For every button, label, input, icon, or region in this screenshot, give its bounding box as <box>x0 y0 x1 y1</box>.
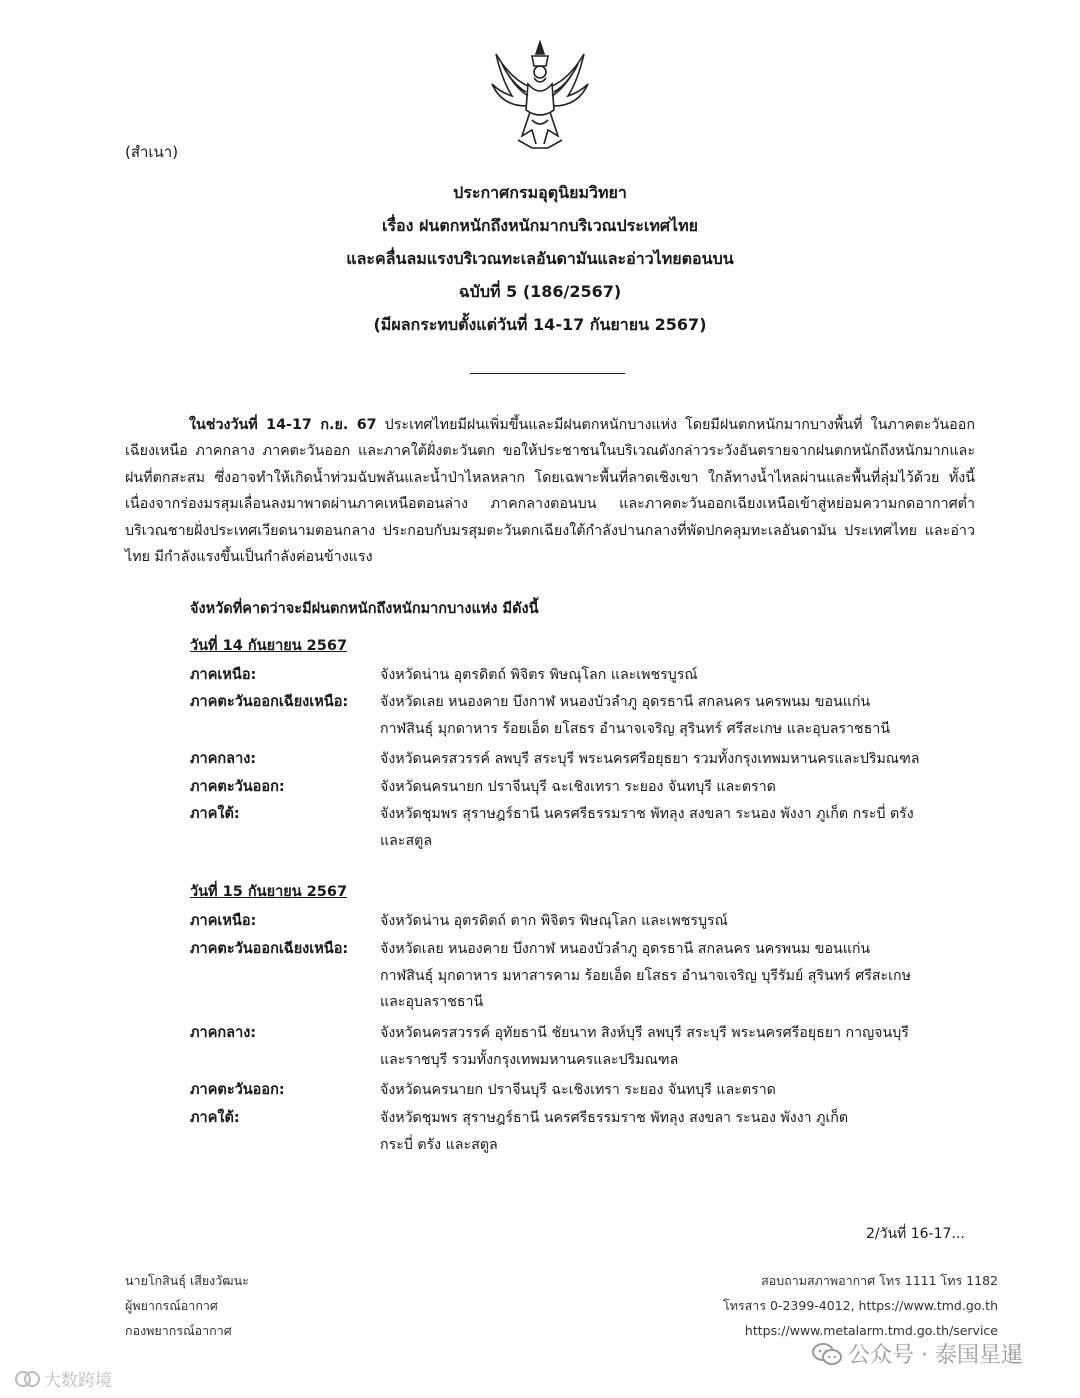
day-1-region-north: ภาคเหนือ: <box>190 667 257 683</box>
province-line: และสตูล <box>380 832 433 849</box>
intro-body: ประเทศไทยมีฝนเพิ่มขึ้นและมีฝนตกหนักบางแห่ง โดยมีฝนตกหนักมากบางพื้นที่ ในภาคตะวันออกเฉียงเหนือ ภาคกลาง ภาคตะวันออก และภาคใต้ฝั่งตะวันตก ขอให้ประชาชนในบริเวณดังกล่าวระวังอันตรายจากฝนตกหนักถึงหนักมากและฝนที่ตกสะสม ซึ่งอาจทำให้เกิดน้ำท่วมฉับพลันและน้ำป่าไหลหลาก โดยเฉพาะพื้นที่ลาดเชิงเขา ใกล้ทางน้ำไหลผ่านและพื้นที่ลุ่มไว้ด้วย ทั้งนี้เนื่องจากร่องมรสุมเลื่อนลงมาพาดผ่านภาคเหนือตอนล่าง ภาคกลางตอนบน และภาคตะวันออกเฉียงเหนือเข้าสู่หย่อมความกดอากาศต่ำบริเวณชายฝั่งประเทศเวียดนามตอนกลาง ประกอบกับมรสุมตะวันตกเฉียงใต้กำลังปานกลางที่พัดปกคลุมทะเลอันดามัน ประเทศไทย และอ่าวไทย มีกำลังแรงขึ้นเป็นกำลังค่อนข้างแรง <box>125 417 975 566</box>
signature-block <box>125 1268 249 1343</box>
forecaster-name: นายโกสินธุ์ เสียงวัฒนะ <box>125 1273 249 1288</box>
day-2-region-central: ภาคกลาง: <box>190 1025 257 1041</box>
day-1-provinces-central <box>380 746 980 773</box>
province-line: กาฬสินธุ์ มุกดาหาร ร้อยเอ็ด ยโสธร อำนาจเจริญ สุรินทร์ ศรีสะเกษ และอุบลราชธานี <box>380 720 891 737</box>
copy-label: (สำเนา) <box>125 143 179 161</box>
day-2-region-south: ภาคใต้: <box>190 1110 240 1126</box>
day-2-provinces-south <box>380 1105 980 1158</box>
province-line: กระบี่ ตรัง และสตูล <box>380 1136 498 1153</box>
province-line: จังหวัดชุมพร สุราษฎร์ธานี นครศรีธรรมราช พัทลุง สงขลา ระนอง พังงา ภูเก็ต กระบี่ ตรัง <box>380 806 914 822</box>
province-line: จังหวัดนครสวรรค์ ลพบุรี สระบุรี พระนครศรีอยุธยา รวมทั้งกรุงเทพมหานครและปริมณฑล <box>380 751 920 767</box>
contact-block <box>723 1268 998 1343</box>
day-1-region-east: ภาคตะวันออก: <box>190 779 285 795</box>
day-2-region-east: ภาคตะวันออก: <box>190 1082 285 1098</box>
forecaster-division: กองพยากรณ์อากาศ <box>125 1323 232 1338</box>
day-1-region-northeast: ภาคตะวันออกเฉียงเหนือ: <box>190 694 349 710</box>
day-1-provinces-east <box>380 774 980 801</box>
watermark-right <box>812 1338 1023 1369</box>
day-2-date: วันที่ 15 กันยายน 2567 <box>190 884 348 900</box>
province-line: จังหวัดนครสวรรค์ อุทัยธานี ชัยนาท สิงห์บุรี ลพบุรี สระบุรี พระนครศรีอยุธยา กาญจนบุรี <box>380 1025 909 1041</box>
title-line-2: เรื่อง ฝนตกหนักถึงหนักมากบริเวณประเทศไทย <box>381 216 699 235</box>
province-line: จังหวัดน่าน อุตรดิตถ์ ตาก พิจิตร พิษณุโลก และเพชรบูรณ์ <box>380 913 728 929</box>
watermark-logo-icon <box>14 1368 40 1390</box>
day-1-provinces-south <box>380 801 980 854</box>
watermark-right-text: 公众号 · 泰国星暹 <box>848 1343 1023 1368</box>
contact-service-link[interactable]: https://www.metalarm.tmd.go.th/service <box>744 1323 998 1338</box>
day-2-provinces-east <box>380 1077 980 1104</box>
next-page-note: 2/วันที่ 16-17... <box>866 1226 965 1242</box>
watermark-left <box>14 1366 112 1391</box>
title-line-4: ฉบับที่ 5 (186/2567) <box>458 282 622 301</box>
day-2-provinces-northeast <box>380 936 980 1016</box>
province-line: จังหวัดเลย หนองคาย บึงกาฬ หนองบัวลำภู อุดรธานี สกลนคร นครพนม ขอนแก่น <box>380 694 871 710</box>
day-2-provinces-central <box>380 1020 980 1073</box>
day-1-date: วันที่ 14 กันยายน 2567 <box>190 638 348 654</box>
intro-lead: ในช่วงวันที่ 14-17 ก.ย. 67 <box>189 417 377 433</box>
day-1-region-south: ภาคใต้: <box>190 806 240 822</box>
title-line-5: (มีผลกระทบตั้งแต่วันที่ 14-17 กันยายน 2567) <box>373 315 707 334</box>
title-divider <box>470 373 625 374</box>
day-2-region-north: ภาคเหนือ: <box>190 913 257 929</box>
title-line-3: และคลื่นลมแรงบริเวณทะเลอันดามันและอ่าวไทยตอนบน <box>346 249 734 268</box>
contact-phone: สอบถามสภาพอากาศ โทร 1111 โทร 1182 <box>761 1273 998 1288</box>
province-line: กาฬสินธุ์ มุกดาหาร มหาสารคาม ร้อยเอ็ด ยโสธร อำนาจเจริญ บุรีรัมย์ สุรินทร์ ศรีสะเกษ <box>380 967 911 984</box>
title-line-1: ประกาศกรมอุตุนิยมวิทยา <box>453 183 627 202</box>
province-line: จังหวัดเลย หนองคาย บึงกาฬ หนองบัวลำภู อุดรธานี สกลนคร นครพนม ขอนแก่น <box>380 941 871 957</box>
forecaster-title: ผู้พยากรณ์อากาศ <box>125 1298 218 1313</box>
day-1-provinces-northeast <box>380 689 980 742</box>
day-2-region-northeast: ภาคตะวันออกเฉียงเหนือ: <box>190 941 349 957</box>
province-line: จังหวัดนครนายก ปราจีนบุรี ฉะเชิงเทรา ระยอง จันทบุรี และตราด <box>380 1082 776 1098</box>
day-1-region-central: ภาคกลาง: <box>190 751 257 767</box>
province-line: จังหวัดนครนายก ปราจีนบุรี ฉะเชิงเทรา ระยอง จันทบุรี และตราด <box>380 779 776 795</box>
day-2-provinces-north <box>380 908 980 935</box>
contact-fax-web: โทรสาร 0-2399-4012, https://www.tmd.go.th <box>723 1298 998 1313</box>
day-1-provinces-north <box>380 662 980 689</box>
province-line: และราชบุรี รวมทั้งกรุงเทพมหานครและปริมณฑล <box>380 1051 679 1068</box>
wechat-icon <box>812 1342 842 1366</box>
watermark-left-text: 大数跨境 <box>44 1371 112 1391</box>
garuda-emblem-icon <box>488 40 592 152</box>
provinces-heading: จังหวัดที่คาดว่าจะมีฝนตกหนักถึงหนักมากบางแห่ง มีดังนี้ <box>190 601 539 617</box>
intro-paragraph <box>125 412 975 570</box>
province-line: จังหวัดน่าน อุตรดิตถ์ พิจิตร พิษณุโลก และเพชรบูรณ์ <box>380 667 698 683</box>
province-line: จังหวัดชุมพร สุราษฎร์ธานี นครศรีธรรมราช พัทลุง สงขลา ระนอง พังงา ภูเก็ต <box>380 1110 849 1126</box>
province-line: และอุบลราชธานี <box>380 994 484 1010</box>
announcement-title <box>0 176 1080 341</box>
